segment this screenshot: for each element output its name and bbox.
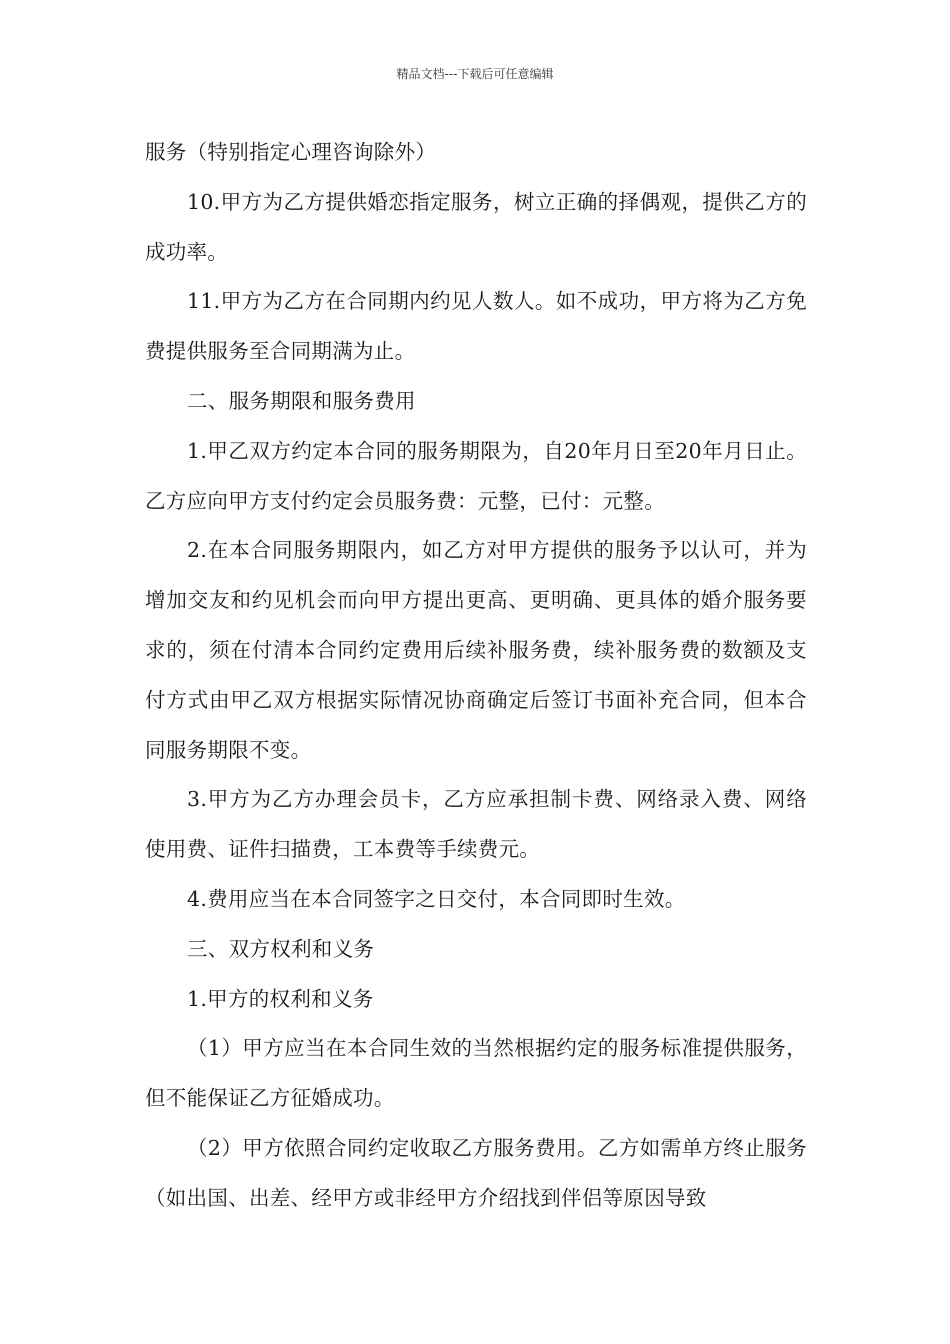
paragraph: 4.费用应当在本合同签字之日交付，本合同即时生效。 [187, 886, 686, 911]
page-header: 精品文档---下载后可任意编辑 [396, 67, 554, 81]
paragraph: 1.甲乙双方约定本合同的服务期限为，自20年月日至20年月日止。乙方应向甲方支付约定会员服务费：元整，已付：元整。 [145, 438, 807, 513]
paragraph: （1）甲方应当在本合同生效的当然根据约定的服务标准提供服务，但不能保证乙方征婚成功。 [145, 1036, 807, 1111]
paragraph: 服务（特别指定心理咨询除外） [145, 140, 437, 164]
document-body [145, 128, 807, 1224]
paragraph: 10.甲方为乙方提供婚恋指定服务，树立正确的择偶观，提供乙方的成功率。 [145, 189, 807, 264]
paragraph: 11.甲方为乙方在合同期内约见人数人。如不成功，甲方将为乙方免费提供服务至合同期满为止。 [145, 289, 807, 364]
section-heading: 三、双方权利和义务 [187, 936, 375, 961]
paragraph: （2）甲方依照合同约定收取乙方服务费用。乙方如需单方终止服务（如出国、出差、经甲方或非经甲方介绍找到伴侣等原因导致 [145, 1135, 807, 1210]
paragraph: 2.在本合同服务期限内，如乙方对甲方提供的服务予以认可，并为增加交友和约见机会而向甲方提出更高、更明确、更具体的婚介服务要求的，须在付清本合同约定费用后续补服务费，续补服务费的数额及支付方式由甲乙双方根据实际情况协商确定后签订书面补充合同，但本合同服务期限不变。 [145, 538, 807, 762]
section-heading: 二、服务期限和服务费用 [187, 388, 416, 413]
paragraph: 3.甲方为乙方办理会员卡，乙方应承担制卡费、网络录入费、网络使用费、证件扫描费，工本费等手续费元。 [145, 787, 807, 862]
subsection-heading: 1.甲方的权利和义务 [187, 986, 374, 1011]
